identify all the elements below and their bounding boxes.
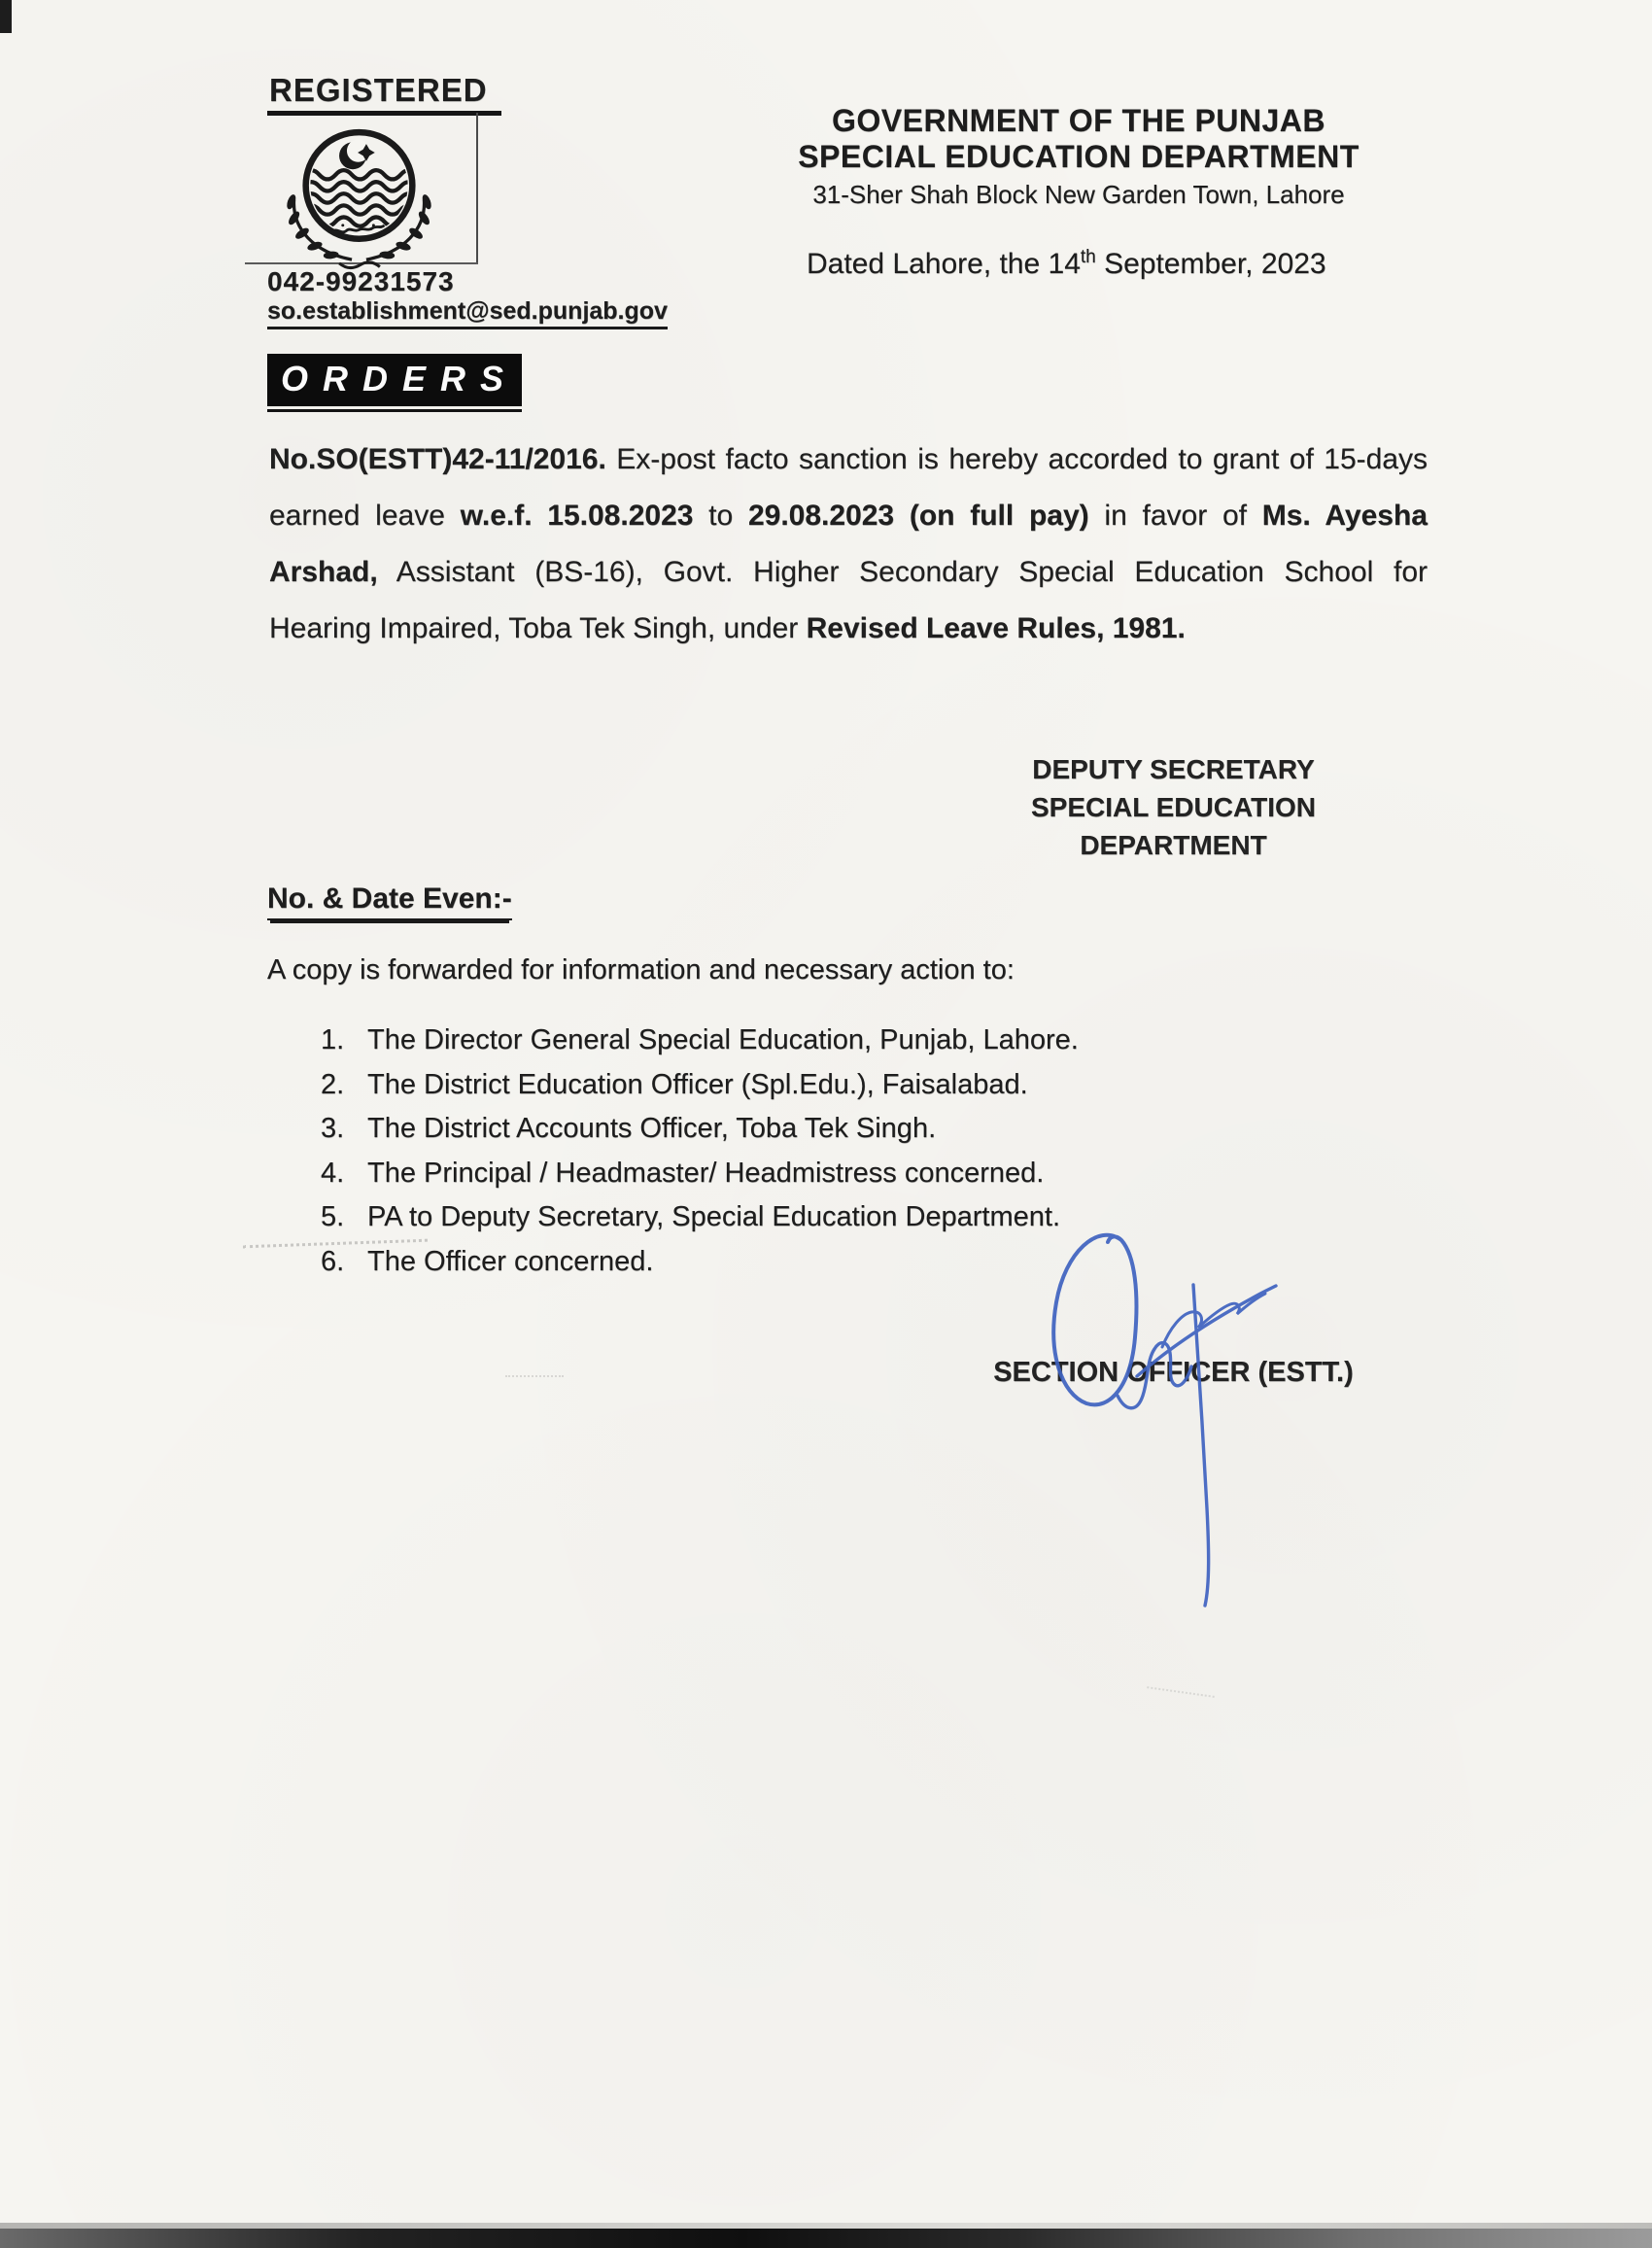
list-item-text: PA to Deputy Secretary, Special Education Department. bbox=[367, 1201, 1061, 1232]
signatory-line-1: DEPUTY SECRETARY bbox=[1032, 754, 1315, 784]
order-paragraph bbox=[269, 432, 1428, 657]
government-title: GOVERNMENT OF THE PUNJAB bbox=[831, 103, 1326, 138]
list-item bbox=[321, 1019, 1390, 1063]
list-item bbox=[321, 1107, 1390, 1152]
list-item-number: 3. bbox=[321, 1113, 345, 1144]
list-item-number: 5. bbox=[321, 1201, 345, 1232]
department-address: 31-Sher Shah Block New Garden Town, Lahore bbox=[812, 180, 1345, 209]
copy-forwarded-intro: A copy is forwarded for information and necessary action to: bbox=[267, 954, 1015, 986]
scan-artifact bbox=[505, 1375, 564, 1377]
office-email-address: so.establishment@sed.punjab.gov bbox=[267, 297, 668, 329]
stamp-box-right-edge bbox=[476, 113, 478, 264]
list-item-text: The Director General Special Education, Punjab, Lahore. bbox=[367, 1024, 1079, 1055]
signatory-designation-block bbox=[981, 750, 1365, 864]
scan-edge-band bbox=[0, 2229, 1652, 2248]
signatory-line-2: SPECIAL EDUCATION bbox=[1031, 792, 1316, 822]
order-text-segment: in favor of bbox=[1088, 500, 1262, 532]
list-item-number: 4. bbox=[321, 1157, 345, 1189]
date-line bbox=[807, 247, 1326, 281]
list-item-number: 1. bbox=[321, 1024, 345, 1055]
orders-heading-underline bbox=[267, 354, 522, 412]
leave-end-date: 29.08.2023 (on full pay) bbox=[747, 500, 1089, 532]
order-text-segment: Assistant (BS-16), Govt. Higher Secondary Special Education School for Hearing Impaired, Toba Tek Singh, under bbox=[269, 556, 1428, 644]
leave-start-date: w.e.f. 15.08.2023 bbox=[460, 500, 694, 532]
date-ordinal: th bbox=[1080, 247, 1096, 267]
date-text: Dated Lahore, the 14 bbox=[807, 248, 1081, 280]
office-phone-number: 042-99231573 bbox=[267, 266, 455, 296]
date-suffix: September, 2023 bbox=[1095, 248, 1326, 280]
department-title: SPECIAL EDUCATION DEPARTMENT bbox=[798, 139, 1359, 174]
leave-rules-reference: Revised Leave Rules, 1981. bbox=[806, 612, 1186, 644]
order-reference-number: No.SO(ESTT)42-11/2016. bbox=[269, 443, 606, 475]
signer-title: SECTION OFFICER (ESTT.) bbox=[993, 1357, 1354, 1388]
endorsement-heading: No. & Date Even:- bbox=[267, 882, 512, 920]
order-text-segment: Ex-post facto sanction is hereby accorded to grant of 15-days earned leave bbox=[269, 443, 1428, 532]
list-item-text: The Officer concerned. bbox=[367, 1245, 654, 1277]
scan-corner-mark bbox=[0, 0, 12, 33]
handwritten-signature bbox=[1001, 1203, 1292, 1611]
signatory-line-3: DEPARTMENT bbox=[1080, 830, 1267, 860]
list-item bbox=[321, 1063, 1390, 1108]
list-item-text: The Principal / Headmaster/ Headmistress concerned. bbox=[367, 1157, 1045, 1189]
letterhead bbox=[748, 103, 1409, 210]
punjab-government-emblem-icon bbox=[255, 121, 464, 274]
scan-artifact bbox=[1147, 1686, 1215, 1698]
list-item-text: The District Education Officer (Spl.Edu.), Faisalabad. bbox=[367, 1068, 1028, 1100]
order-text-segment: to bbox=[693, 500, 748, 532]
list-item-number: 2. bbox=[321, 1068, 345, 1100]
list-item bbox=[321, 1152, 1390, 1196]
employee-name: Ms. Ayesha Arshad, bbox=[269, 500, 1428, 588]
list-item-number: 6. bbox=[321, 1245, 345, 1277]
registered-stamp-label: REGISTERED bbox=[267, 72, 501, 116]
emblem-crescent-star bbox=[339, 140, 375, 170]
orders-heading: ORDERS bbox=[267, 354, 522, 406]
list-item-text: The District Accounts Officer, Toba Tek Singh. bbox=[367, 1113, 937, 1144]
